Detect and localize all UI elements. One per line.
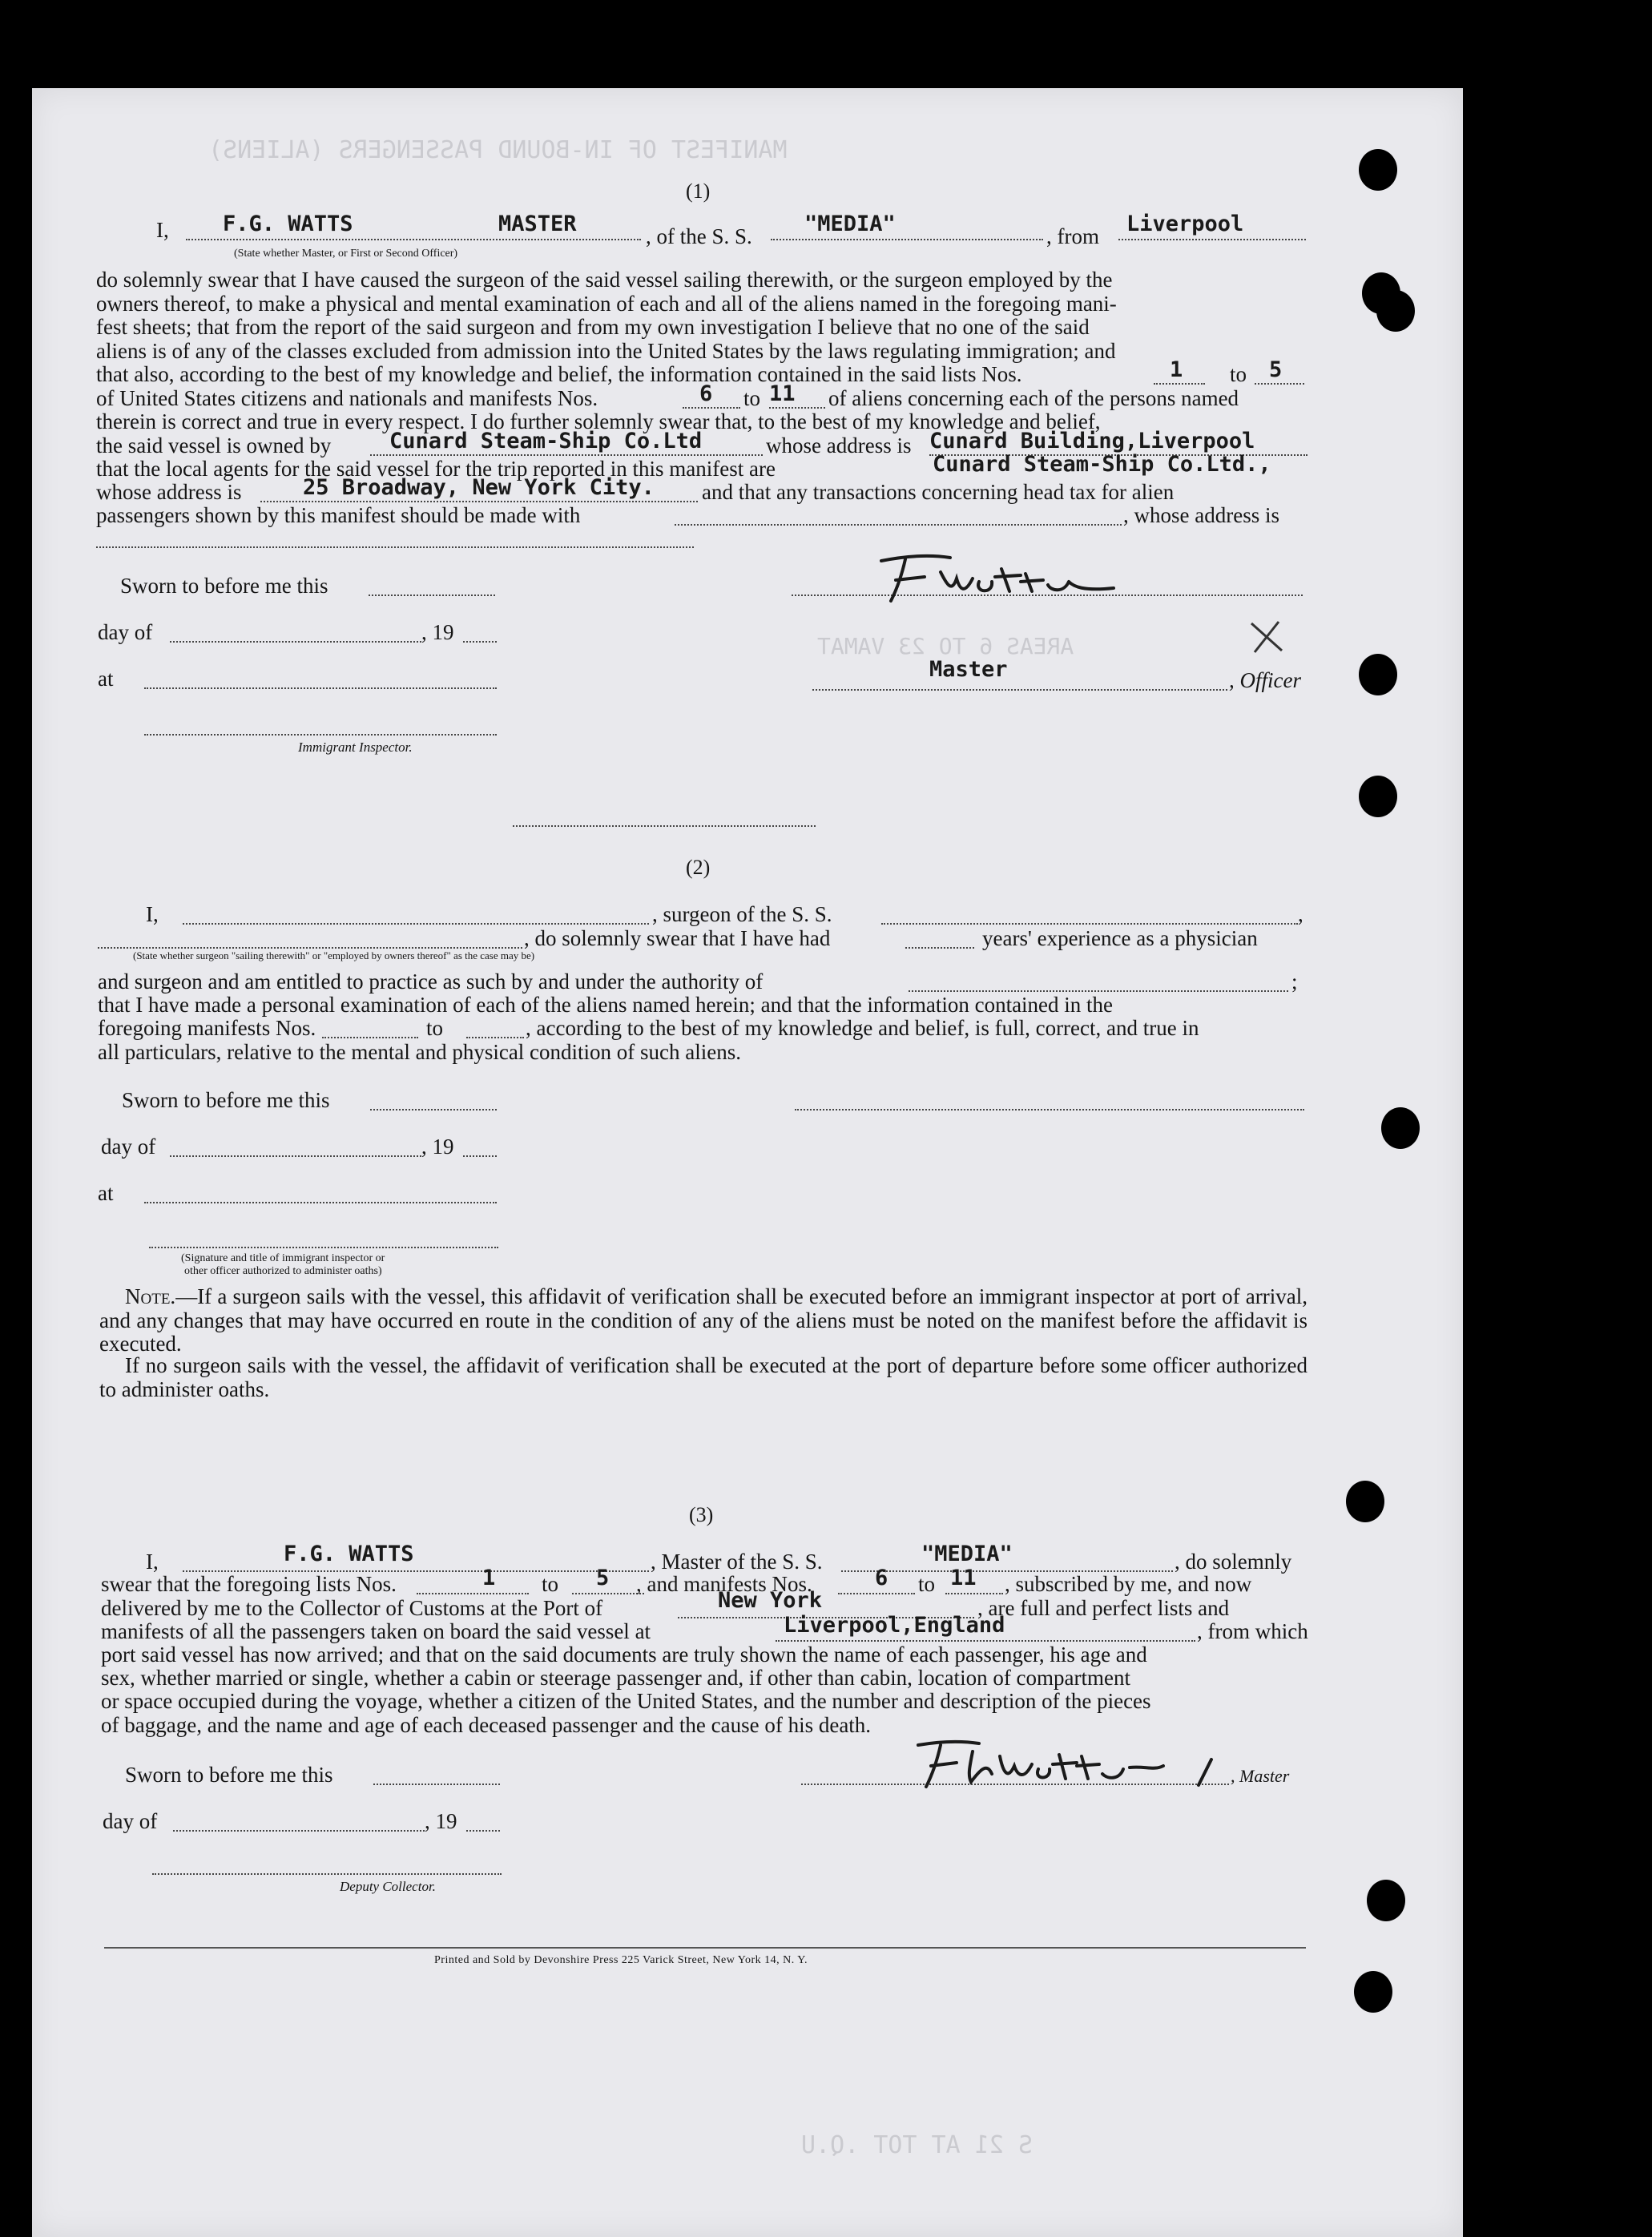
ship-name: "MEDIA" <box>921 1542 1013 1566</box>
at-label: at <box>98 667 114 691</box>
lists-from: 1 <box>482 1566 496 1590</box>
year-label: , 19 <box>421 620 454 644</box>
state-note: (State whether surgeon "sailing therewith" or "employed by owners thereof" as the case may be) <box>133 949 535 961</box>
years-label: years' experience as a physician <box>982 926 1258 950</box>
from-label: , from <box>1046 224 1099 248</box>
head-tax-label: and that any transactions concerning head tax for alien <box>702 480 1175 504</box>
lists-to: 5 <box>1269 357 1283 382</box>
sworn-label: Sworn to before me this <box>125 1763 333 1787</box>
note-text: —If a surgeon sails with the vessel, this affidavit of verification shall be executed before an immigrant inspector at port of arrival, and any changes that may have occurred en route in the condition of any of the aliens must be noted on the manifest before the affidavit is executed. <box>99 1284 1307 1356</box>
manifests-to: 11 <box>769 381 796 406</box>
surgeon-type-field <box>98 947 522 949</box>
section-3-number: (3) <box>689 1503 714 1526</box>
inspector-signature-line <box>144 734 497 736</box>
semicolon: ; <box>1291 969 1298 994</box>
owner: Cunard Steam-Ship Co.Ltd <box>389 429 703 453</box>
binder-hole <box>1346 1481 1384 1522</box>
agents-address: 25 Broadway, New York City. <box>303 475 655 500</box>
year-field <box>466 1830 500 1832</box>
oath-line: aliens is of any of the classes excluded from admission into the United States by the laws regulating immigration; and <box>96 339 1116 363</box>
to-label: to <box>542 1572 559 1596</box>
day-of-label: day of <box>98 620 153 644</box>
sworn-field <box>370 1109 497 1110</box>
lists-label: swear that the foregoing lists Nos. <box>101 1572 397 1596</box>
manifests-from-field <box>683 407 740 409</box>
day-field <box>173 1830 425 1832</box>
port: New York <box>718 1588 823 1613</box>
to-label: to <box>1230 362 1247 386</box>
delivered-label: delivered by me to the Collector of Customs at the Port of <box>101 1596 603 1620</box>
sworn-field <box>373 1784 500 1785</box>
port-from-field <box>776 1640 1195 1642</box>
owned-by-label: the said vessel is owned by <box>96 433 332 457</box>
lists-from-field <box>417 1593 529 1594</box>
oath-line: of baggage, and the name and age of each deceased passenger and the cause of his death. <box>101 1713 872 1737</box>
to-label: to <box>426 1016 444 1040</box>
oath-line: port said vessel has now arrived; and that on the said documents are truly shown the name of each passenger, his age and <box>101 1642 1147 1667</box>
day-field <box>170 641 421 643</box>
day-field <box>170 1155 421 1157</box>
lists-to: 5 <box>596 1566 610 1590</box>
belief-line: , according to the best of my knowledge and belief, is full, correct, and true in <box>526 1016 1199 1040</box>
exam-line: that I have made a personal examination of each of the aliens named herein; and that the information contained in the <box>98 993 1114 1017</box>
footer-rule <box>104 1947 1306 1949</box>
authority-field <box>909 990 1288 992</box>
to-label: to <box>743 386 761 410</box>
binder-hole <box>1359 654 1397 695</box>
inspector-signature-line <box>149 1247 498 1248</box>
inspector-label: Immigrant Inspector. <box>298 740 413 755</box>
head-tax-contact-field <box>675 524 1122 526</box>
port-from: Liverpool,England <box>784 1613 1005 1638</box>
manifests-to: 11 <box>950 1566 977 1590</box>
manifests-from-field <box>838 1593 915 1594</box>
lists-from: 1 <box>1170 357 1183 382</box>
from-which-label: , from which <box>1197 1619 1308 1643</box>
note-paragraph <box>99 1285 1307 1356</box>
master-label: , Master <box>1231 1766 1290 1786</box>
officer-rank-value: Master <box>929 657 1008 682</box>
surgeon-signature-line <box>795 1109 1304 1110</box>
section-1-number: (1) <box>686 179 711 203</box>
at-field <box>144 687 497 689</box>
full-perfect-label: , are full and perfect lists and <box>977 1596 1230 1620</box>
oath-line: that also, according to the best of my knowledge and belief, the information contained in the said lists Nos. <box>96 362 1022 386</box>
port-from: Liverpool <box>1126 212 1244 236</box>
condition-line: all particulars, relative to the mental and physical condition of such aliens. <box>98 1040 741 1064</box>
lists-from-field <box>1154 383 1205 385</box>
officer-rank-field <box>812 689 1227 691</box>
surgeon-label: , surgeon of the S. S. <box>652 902 832 926</box>
rank-note: (State whether Master, or First or Second Officer) <box>234 248 458 260</box>
sworn-label: Sworn to before me this <box>120 574 328 598</box>
manifests-line: manifests of all the passengers taken on board the said vessel at <box>101 1619 651 1643</box>
lists-to-field <box>1255 383 1304 385</box>
bleed-through: AREAS 6 TO 23 VAMAT <box>817 633 1074 659</box>
sworn-label: Sworn to before me this <box>122 1088 330 1112</box>
years-field <box>905 947 974 949</box>
at-label: at <box>98 1181 114 1205</box>
comma: , <box>1298 902 1303 926</box>
collector-signature-line <box>152 1873 502 1875</box>
binder-hole <box>1376 290 1415 332</box>
head-tax-address-field <box>96 546 694 548</box>
oath-line: do solemnly swear that I have caused the surgeon of the said vessel sailing therewith, or the surgeon employed by the <box>96 268 1113 292</box>
binder-hole <box>1354 1971 1392 2013</box>
ship-name: "MEDIA" <box>804 212 896 236</box>
port-from-field <box>1118 239 1306 240</box>
lists-to-field <box>572 1593 644 1594</box>
solemnly-label: , do solemnly <box>1175 1550 1292 1574</box>
owner-address: Cunard Building,Liverpool <box>929 429 1255 453</box>
oath-line: of United States citizens and nationals and manifests Nos. <box>96 386 598 410</box>
of-the-ss-label: , of the S. S. <box>646 224 752 248</box>
ship-name-field <box>771 239 1043 240</box>
oath-line: therein is correct and true in every respect. I do further solemnly swear that, to the best of my knowledge and belief, <box>96 409 1101 433</box>
day-of-label: day of <box>103 1809 158 1833</box>
binder-hole <box>1359 776 1397 817</box>
binder-hole <box>1359 149 1397 191</box>
agents: Cunard Steam-Ship Co.Ltd., <box>933 452 1271 477</box>
master-signature <box>913 1734 1266 1798</box>
year-label: , 19 <box>425 1809 457 1833</box>
section-2-number: (2) <box>686 856 711 879</box>
i-label: I, <box>146 1550 159 1574</box>
oath-line: of aliens concerning each of the persons named <box>828 386 1239 410</box>
authority-line: and surgeon and am entitled to practice as such by and under the authority of <box>98 969 764 994</box>
binder-hole <box>1367 1880 1405 1921</box>
master-name: F.G. WATTS <box>284 1542 414 1566</box>
binder-hole <box>1381 1107 1420 1149</box>
oath-line: sex, whether married or single, whether a cabin or steerage passenger and, if other than cabin, location of compartment <box>101 1666 1131 1690</box>
whose-address-label: whose address is <box>766 433 912 457</box>
note-label: Note. <box>125 1284 176 1308</box>
agents-address-field <box>260 501 698 502</box>
manifests-from: 6 <box>875 1566 888 1590</box>
note-paragraph: If no surgeon sails with the vessel, the affidavit of verification shall be executed at the port of departure before some officer authorized to administer oaths. <box>99 1353 1307 1401</box>
owner-field <box>370 454 763 456</box>
year-label: , 19 <box>421 1135 454 1159</box>
bleed-through: MANIFEST OF IN-BOUND PASSENGERS (ALIENS) <box>208 136 788 164</box>
master-of-label: , Master of the S. S. <box>651 1550 823 1574</box>
manifests-from-field <box>322 1037 418 1038</box>
manifests-label: , and manifests Nos. <box>636 1572 812 1596</box>
printer-credit: Printed and Sold by Devonshire Press 225 Varick Street, New York 14, N. Y. <box>434 1954 808 1966</box>
surgeon-name-field <box>183 923 649 925</box>
agents-address-label: whose address is <box>96 480 242 504</box>
year-field <box>463 641 497 643</box>
sig-note: (Signature and title of immigrant inspector or <box>181 1252 385 1264</box>
manifests-to-field <box>769 407 825 409</box>
year-field <box>463 1155 497 1157</box>
master-name: F.G. WATTS <box>223 212 353 236</box>
manifests-from: 6 <box>699 381 713 406</box>
sig-note: other officer authorized to administer oaths) <box>184 1265 382 1277</box>
sworn-field <box>369 595 495 596</box>
whose-address-label: , whose address is <box>1123 503 1279 527</box>
collector-label: Deputy Collector. <box>340 1879 436 1894</box>
oath-line: or space occupied during the voyage, whether a citizen of the United States, and the number and description of the pieces <box>101 1689 1151 1713</box>
i-label: I, <box>146 902 159 926</box>
bleed-through: S 21 AT TOT .Q.U <box>801 2131 1033 2159</box>
oath-line: owners thereof, to make a physical and mental examination of each and all of the aliens named in the foregoing mani- <box>96 292 1117 316</box>
manifests-label: foregoing manifests Nos. <box>98 1016 316 1040</box>
manifests-to-field <box>945 1593 1003 1594</box>
officer-label: , Officer <box>1229 668 1301 692</box>
to-label: to <box>918 1572 936 1596</box>
manifests-to-field <box>466 1037 524 1038</box>
agents-label: that the local agents for the said vessel for the trip reported in this manifest are <box>96 457 776 481</box>
officer-rank: MASTER <box>498 212 577 236</box>
surgeon-ship-field <box>881 923 1298 925</box>
i-label: I, <box>156 218 169 242</box>
master-signature <box>873 545 1194 609</box>
day-of-label: day of <box>101 1135 156 1159</box>
oath-line: fest sheets; that from the report of the said surgeon and from my own investigation I believe that no one of the said <box>96 315 1090 339</box>
passengers-label: passengers shown by this manifest should be made with <box>96 503 581 527</box>
master-name-field <box>186 239 641 240</box>
at-field <box>144 1202 497 1203</box>
swear-label: , do solemnly swear that I have had <box>524 926 831 950</box>
separator-dots <box>513 825 816 827</box>
check-mark <box>1247 617 1287 657</box>
subscribed-label: , subscribed by me, and now <box>1005 1572 1252 1596</box>
